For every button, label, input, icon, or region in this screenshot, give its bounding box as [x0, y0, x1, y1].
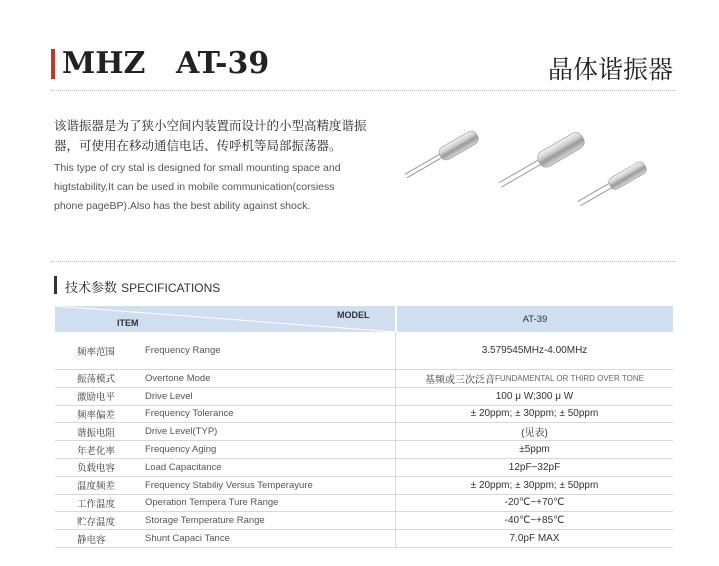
header-divider [51, 90, 675, 91]
table-row [55, 512, 673, 530]
param-value-text: 3.579545MHz-4.00MHz [481, 345, 588, 356]
param-value [395, 530, 673, 547]
param-name-cn: 频率偏差 [77, 409, 116, 421]
param-name-en: Storage Temperature Range [145, 515, 265, 527]
page-header [0, 0, 719, 92]
param-value [395, 370, 673, 387]
section-divider [51, 261, 675, 262]
section-title [65, 277, 220, 296]
param-name-en: Load Capacitance [145, 461, 222, 473]
param-value [395, 441, 673, 458]
param-value [395, 512, 673, 529]
param-value [395, 406, 673, 423]
param-name-cn: 负载电容 [77, 463, 116, 475]
table-row [55, 406, 673, 424]
param-value [395, 495, 673, 512]
param-name-en: Operation Tempera Ture Range [145, 497, 279, 509]
param-value-text: (见表) [521, 428, 548, 440]
description-en [54, 159, 384, 216]
param-value-text: 7.0pF MAX [509, 533, 560, 545]
param-value-text: 100 μ W;300 μ W [495, 390, 574, 402]
param-name-en: Frequency Range [145, 345, 221, 356]
param-name-en: Shunt Capaci Tance [145, 533, 230, 545]
table-row [55, 370, 673, 388]
param-name-cn: 年老化率 [77, 445, 116, 457]
param-value-text: 12pF~32pF [508, 461, 561, 473]
description-cn [54, 116, 384, 156]
param-value-text: ± 20ppm; ± 30ppm; ± 50ppm [470, 479, 599, 491]
accent-bar [51, 49, 55, 79]
table-row [55, 459, 673, 477]
param-value-text: -20℃~+70℃ [504, 497, 565, 509]
section-title-cn: 技术参数 [65, 281, 118, 296]
param-name-cn: 工作温度 [77, 498, 116, 510]
param-value-text: -40℃~+85℃ [504, 515, 565, 527]
param-name-en: Drive Level [145, 390, 193, 402]
model-title: AT-39 [176, 46, 270, 81]
param-name-en: Frequency Stabiliy Versus Temperayure [145, 479, 313, 491]
description-en-line: higtstability,It can be used in mobile communication(corsiess [54, 181, 335, 193]
param-name-cn: 振荡模式 [77, 374, 116, 386]
param-name-en: Frequency Tolerance [145, 408, 234, 420]
table-row [55, 388, 673, 406]
param-value-text: ±5ppm [519, 444, 550, 456]
param-value [395, 423, 673, 440]
description-en-line: This type of cry stal is designed for small mounting space and [54, 162, 341, 174]
param-name-cn: 激励电平 [77, 392, 116, 404]
param-name-cn: 静电容 [77, 534, 106, 546]
param-value-text: ± 20ppm; ± 30ppm; ± 50ppm [470, 408, 599, 420]
param-name-en: Drive Level(TYP) [145, 426, 218, 438]
table-row [55, 495, 673, 513]
param-value [395, 388, 673, 405]
param-value-text: 基频或三次泛音 [425, 374, 496, 386]
param-name-en: Frequency Aging [145, 444, 217, 456]
param-name-cn: 温度频差 [77, 481, 116, 493]
table-row [55, 530, 673, 548]
table-row [55, 441, 673, 459]
param-name-cn: 谐振电阻 [77, 427, 116, 439]
crystal-product-image [385, 130, 685, 225]
param-name-en: Overtone Mode [145, 372, 211, 384]
brand-logo-text: MHZ [62, 46, 146, 81]
table-row [55, 332, 673, 370]
table-body [55, 332, 673, 548]
description-en-line: phone pageBP).Also has the best ability against shock. [54, 200, 311, 212]
table-row [55, 423, 673, 441]
header-item-label: ITEM [117, 318, 139, 328]
section-marker [54, 276, 57, 294]
table-header-left [55, 306, 395, 332]
header-value-label: AT-39 [395, 306, 673, 332]
product-title-cn: 晶体谐振器 [547, 55, 673, 84]
header-model-label: MODEL [337, 310, 370, 320]
section-title-en: SPECIFICATIONS [121, 281, 221, 295]
table-row [55, 477, 673, 495]
table-header [55, 306, 673, 332]
spec-table [55, 306, 673, 548]
param-name-cn: 频率范围 [77, 346, 116, 358]
param-value-note: FUNDAMENTAL OR THIRD OVER TONE [495, 373, 644, 383]
description-cn-line: 器，可使用在移动通信电话、传呼机等局部振荡器。 [54, 138, 342, 153]
param-value [395, 332, 673, 369]
param-name-cn: 贮存温度 [77, 516, 116, 528]
description-cn-line: 该谐振器是为了狭小空间内装置而设计的小型高精度谐振 [54, 118, 367, 133]
param-value [395, 459, 673, 476]
param-value [395, 477, 673, 494]
